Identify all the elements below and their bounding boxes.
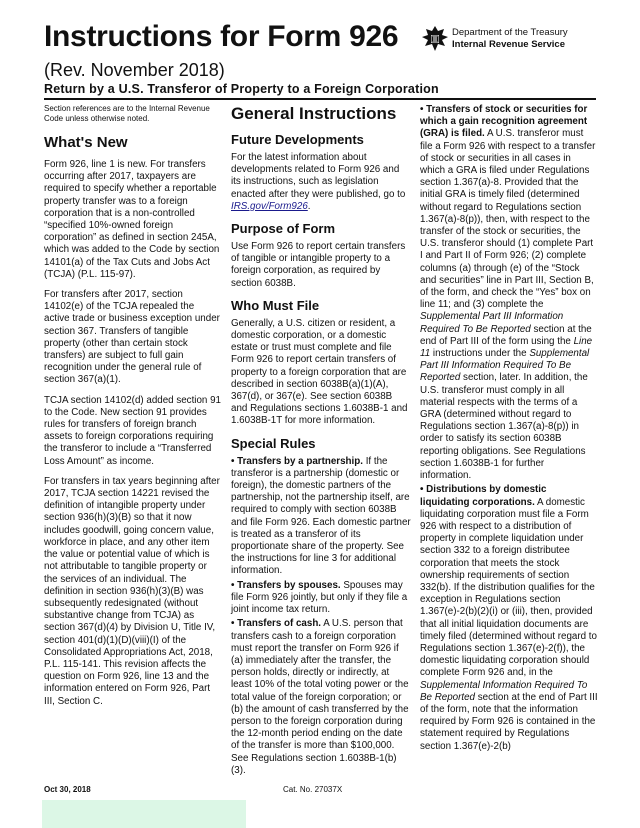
purpose-heading: Purpose of Form [231, 221, 336, 237]
revision-date: (Rev. November 2018) [44, 60, 225, 80]
footer-cat-no: Cat. No. 27037X [283, 785, 343, 794]
section-reference-note: Section references are to the Internal Revenue Code unless otherwise noted. [44, 104, 210, 123]
spouses-lead: Transfers by spouses. [237, 579, 341, 591]
spouses-text: Spouses may file Form 926 jointly, but only if they file a joint income tax return. [231, 579, 408, 616]
cash-text: A U.S. person that transfers cash to a foreign corporation must report the transfer on Form 926 if (a) immediately after the transfer, the person holds, directly or indirectly, at least 10% of the total voting power or the total value of the foreign corporation; or (b) the amount of cash transferred by the person to the foreign corporation during the 12-month period ending on the date of the transfer is more than $100,000. See Regulations section 1.6038B-1(b)(3). [231, 618, 409, 776]
bullet-icon: • [231, 455, 235, 467]
distributions-text-b: section at the end of Part III of the form, note that the information required by Form 926 is contained in the statement required by Regulations section 1.367(e)-2(b) [420, 691, 598, 752]
future-developments-text: For the latest information about developments related to Form 926 and its instructions, such as legislation enacted after they were published, go to IRS.gov/Form926. [231, 152, 406, 212]
cash-lead: Transfers of cash. [237, 618, 322, 630]
gra-italic-1: Supplemental Part III Information Required To Be Reported [420, 311, 564, 335]
irs-eagle-logo-icon [420, 24, 450, 54]
document-subtitle: Return by a U.S. Transferor of Property to a Foreign Corporation [44, 82, 439, 96]
gra-text-c: instructions under the [432, 348, 527, 360]
distributions-text-a: A domestic liquidating corporation must file a Form 926 with respect to a distribution of property in complete liquidation under section 332 to a foreign distributee corporation that meets the stock ownership requirements of section 332(b). If the distribution qualifies for the exception in Regulations section 1.367(e)-2(b)(2)(i) or (iii), then, provided that all initial liquidation documents are timely filed (determined without regard to Regulations section 1.367(e)-2(f)), the domestic liquidating corporation should complete Form 926 and, in the [420, 496, 597, 679]
special-rules-heading: Special Rules [231, 435, 316, 451]
gra-rule [420, 104, 598, 482]
distributions-italic: Supplemental Information Required To Be Reported [420, 679, 588, 703]
purpose-text: Use Form 926 to report certain transfers of tangible or intangible property to a foreign corporation, as required by section 6038B. [231, 241, 406, 289]
whats-new-paragraph-2: For transfers after 2017, section 14102(e) of the TCJA repealed the active trade or business exception under section 367. Transfers of tangible property (other than certain stock transfers) are subject to full gain recognition under the general rule of section 367(a)(1). [44, 289, 220, 386]
future-developments-body: For the latest information about developments related to Form 926 and its instructions, such as legislation enacted after they were published, go to [231, 152, 406, 200]
irs-form926-link[interactable]: IRS.gov/Form926 [231, 200, 308, 212]
header-rule [44, 98, 596, 100]
document-title: Instructions for Form 926 [44, 20, 399, 53]
agency-irs: Internal Revenue Service [452, 39, 565, 50]
gra-text-d: section, later. In addition, the U.S. transferor must comply in all material respects with the terms of a GRA (determined without regard to Regulations section 1.367(a)-8(p)) in order to satisfy its section 6038B reporting obligations. See Regulations section 1.6038B-1 for further information. [420, 372, 588, 482]
bullet-icon: • [231, 618, 235, 630]
gra-italic-2: Line 11 [420, 335, 593, 360]
whats-new-paragraph-3: TCJA section 14102(d) added section 91 to the Code. New section 91 provides rules for transfers of foreign branch assets to foreign corporations requiring the transferor to include a “Transferred Loss Amount” as income. [44, 394, 221, 467]
column-3 [420, 104, 598, 761]
whats-new-heading: What's New [44, 134, 128, 151]
bullet-icon: • [420, 104, 424, 115]
general-instructions-heading: General Instructions [231, 104, 397, 123]
agency-block [452, 27, 568, 51]
distributions-lead: Distributions by domestic liquidating corporations. [420, 484, 547, 508]
gra-italic-3: Supplemental Part III Information Required To Be Reported [420, 348, 590, 384]
bullet-icon: • [231, 579, 235, 591]
partnership-text: If the transferor is a partnership (domestic or foreign), the domestic partners of the partnership, not the partnership itself, are required to comply with section 6038B and file Form 926. Each domestic partner is treated as a transferor of its proportionate share of the property. See the instructions for line 3 for additional information. [231, 455, 411, 577]
who-must-file-text: Generally, a U.S. citizen or resident, a domestic corporation, or a domestic estate or trust must complete and file Form 926 to report certain transfers of property to a foreign corporation that are described in section 6038B(a)(1)(A), 367(d), or 367(e). See section 6038B and Regulations sections 1.6038B-1 and 1.6038B-1T for more information. [231, 317, 408, 427]
green-highlight-box [42, 800, 246, 828]
whats-new-paragraph-1: Form 926, line 1 is new. For transfers occurring after 2017, taxpayers are required to specify whether a reportable property transfer was to a foreign corporation that is a non-controlled “specified 10%-owned foreign corporation” as defined in section 245A, which was added to the Code by section 14101(a) of the Tax Cuts and Jobs Act (TCJA) (P.L. 115-97). [44, 159, 220, 280]
bullet-icon: • [420, 484, 424, 496]
column-1 [44, 104, 222, 716]
cash-rule [231, 618, 411, 777]
footer-date: Oct 30, 2018 [44, 785, 91, 794]
agency-department: Department of the Treasury [452, 27, 568, 38]
partnership-lead: Transfers by a partnership. [237, 455, 363, 467]
distributions-rule [420, 484, 598, 752]
whats-new-paragraph-4: For transfers in tax years beginning after 2017, TCJA section 14221 revised the definition of intangible property under section 936(h)(3)(B) so that it now includes goodwill, going concern value, workforce in place, and any other item the value or potential value of which is not attributable to tangible property or the services of an individual. The definition in section 936(h)(3)(B) was subsequently redesignated (without substantive change from TCJA) as section 367(d)(4) by Division U, Title IV, section 401(d)(1)(D)(viii)(I) of the Consolidated Appropriations Act, 2018, P.L. 115-141. This revision affects the question on Form 926, line 13 and the information entered on Form 926, Part III, Section C. [44, 475, 220, 707]
spouses-rule [231, 580, 411, 617]
gra-text-a: A U.S. transferor must file a Form 926 with respect to a transfer of stock or securities in all cases in which a GRA is filed under Regulations section 1.367(a)-8. Provided that the initial GRA is timely filed (determined without regard to Regulations section 1.367(a)-8(p)), then, with respect to the transfer of the stock or securities, the U.S. transferor should (1) complete Part I and Part II of Form 926; (2) complete columns (a) through (e) of the “Stock and securities” line in Part III, Section B, of the form, and check the “Yes” box on line 11; and (3) complete the [420, 128, 596, 311]
partnership-rule [231, 456, 411, 578]
column-2 [231, 104, 411, 785]
who-must-file-heading: Who Must File [231, 297, 320, 313]
future-developments-heading: Future Developments [231, 132, 364, 147]
gra-text-b: section at the end of Part III of the form using the [420, 323, 592, 347]
gra-lead: Transfers of stock or securities for which a gain recognition agreement (GRA) is filed. [420, 104, 588, 140]
